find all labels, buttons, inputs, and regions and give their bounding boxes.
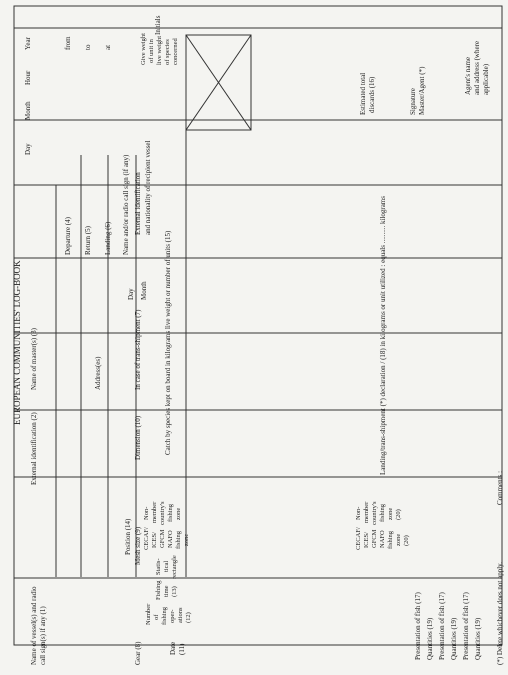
initials-label: Initials [154,15,162,35]
nfo-l4: oper- [169,609,176,623]
lower-cec-l2: ICES/ [363,532,370,548]
catch-header: Catch by species kept on board in kilograms live weight or number of units (15) [164,230,172,455]
nmc-l1: Non- [143,506,150,520]
month-label: Month [24,101,32,120]
day-label: Day [24,143,32,155]
cec-l6: zone [183,533,190,546]
position-label: Position (14) [124,518,132,555]
recipient-name: Name and/or radio call sign (if any) [122,154,130,255]
to-label: to [84,44,92,50]
nfo-l2: of [153,614,160,620]
nmc-l5: zone [175,507,182,520]
nmc-l3: country's [159,501,166,525]
lower-nmc-l6: (20) [395,509,402,520]
quantities-2: Quantities (19) [450,617,458,660]
presentation-3: Presentation of fish (17) [462,592,470,660]
signature-l1: Signature [409,88,417,115]
discards-l2: discards (16) [368,76,376,113]
stat-l2: tical [163,560,170,572]
lower-cec-l5: fishing [387,530,394,549]
discards-l1: Estimated total [359,72,367,115]
agent-l2: and address (where [473,40,481,95]
master-name: Name of master(s) (3) [30,327,38,390]
gw-l2: of unit in [148,39,155,63]
ft-l2: time [163,585,170,597]
cec-l1: CECAF/ [143,527,150,550]
presentation-1: Presentation of fish (17) [414,592,422,660]
presentation-2: Presentation of fish (17) [438,592,446,660]
landing-declaration: Landing/trans-shipment (*) declaration / (18) in kilograms or unit utilized : equals .......... kilograms [379,196,387,475]
transhipment-label: In case of trans-shipment (7) [134,309,142,390]
hour-label: Hour [24,70,32,85]
gw-l4: of species [164,39,171,65]
vessel-name-line1: Name of vessel(s) and radio [30,586,38,665]
recipient-ext-l1: External identification [134,172,142,235]
lower-nmc-l3: country's [371,501,378,525]
lower-nmc-l2: member [363,501,370,523]
gw-l3: live weight [156,35,163,65]
landing-label: Landing (6) [104,221,112,255]
gear-label: Gear (8) [134,641,142,665]
dimension-label: Dimension (10) [134,415,142,460]
ft-l3: (13) [171,586,178,597]
cec-l2: ICES/ [151,532,158,548]
date-label-l2: (11) [178,643,186,655]
lower-cec-l3: GFCM [371,529,378,548]
nfo-l6: (12) [185,612,192,623]
stat-l3: rectangle [171,555,178,579]
vessel-name-line2: call sign(s) if any (1) [39,606,47,665]
lower-nmc-l1: Non- [355,506,362,520]
quantities-1: Quantities (19) [426,617,434,660]
ft-l1: Fishing [155,580,162,600]
lower-cec-l4: NAFO [379,530,386,548]
gw-l5: concerned [172,38,179,65]
from-label: from [64,36,72,50]
form-title: EUROPEAN COMMUNITIES' LOG-BOOK [12,260,22,425]
external-identification: External identification (2) [30,412,38,485]
lower-nmc-l5: zone [387,507,394,520]
return-label: Return (5) [84,226,92,255]
nfo-l1: Number [145,603,152,625]
lower-nmc-l4: fishing [379,503,386,522]
nmc-l4: fishing [167,503,174,522]
agent-l1: Agent's name [464,56,472,95]
mesh-label: Mesh size (9) [134,526,142,565]
nfo-l5: ations [177,607,184,623]
ts-day-label: Day [127,288,135,300]
year-label: Year [24,37,32,50]
cec-l4: NAFO [167,530,174,548]
nmc-l2: member [151,501,158,523]
stat-l1: Statis- [155,558,162,575]
quantities-3: Quantities (19) [474,617,482,660]
date-label-l1: Date [169,641,177,655]
lower-cec-l6: zone [395,533,402,546]
addresses-label: Address(es) [94,356,102,390]
lower-cec-l1: CECAF/ [355,527,362,550]
footnote: (*) Delete whichever does not apply. [496,562,504,665]
recipient-ext-l2: and nationality of recipient vessel [144,140,152,235]
cec-l3: GFCM [159,529,166,548]
cec-l5: fishing [175,530,182,549]
ts-month-label: Month [140,281,148,300]
gw-l1: Give weight [140,33,147,65]
at-label: at [104,44,112,50]
lower-cec-l7: (20) [403,535,410,546]
agent-l3: applicable) [482,63,490,95]
nfo-l3: fishing [161,606,168,625]
comments-label: Comments : [496,470,504,505]
signature-l2: Master/Agent (*) [418,66,426,115]
departure-label: Departure (4) [64,217,72,255]
